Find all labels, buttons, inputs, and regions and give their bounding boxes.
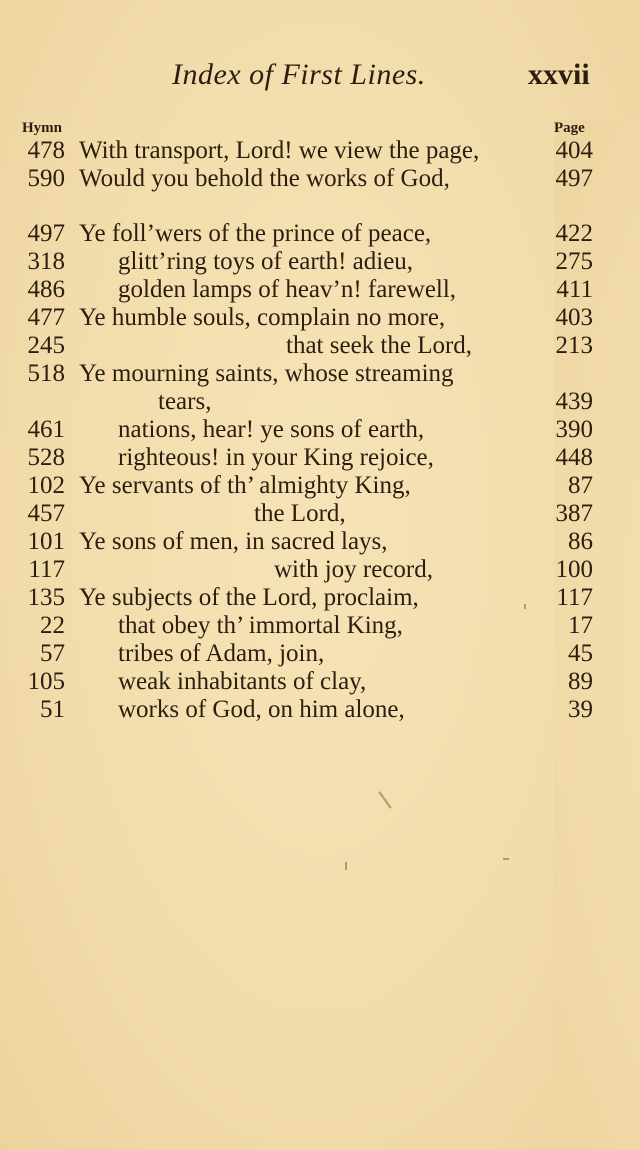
page-reference: 275 (555, 248, 593, 275)
page-reference: 422 (555, 220, 593, 247)
first-line: righteous! in your King rejoice, (118, 444, 434, 471)
first-line: weak inhabitants of clay, (118, 668, 367, 695)
first-line: nations, hear! ye sons of earth, (118, 416, 425, 443)
index-entry (0, 584, 640, 612)
page-reference: 439 (555, 388, 593, 415)
page-reference: 390 (555, 416, 593, 443)
first-line: the Lord, (254, 500, 346, 527)
index-entry (0, 668, 640, 696)
page-reference: 45 (568, 640, 593, 667)
hymn-number: 135 (27, 584, 65, 611)
page-reference: 448 (555, 444, 593, 471)
page-reference: 39 (568, 696, 593, 723)
first-line: Would you behold the works of God, (79, 165, 450, 192)
paper-speck (378, 791, 391, 809)
page-reference: 403 (555, 304, 593, 331)
hymn-number: 245 (27, 332, 65, 359)
hymn-number: 457 (27, 500, 65, 527)
page-reference: 411 (556, 276, 593, 303)
page-title: Index of First Lines. (172, 58, 426, 91)
hymn-number: 477 (27, 304, 65, 331)
index-entry (0, 416, 640, 444)
hymn-number: 486 (27, 276, 65, 303)
hymn-number: 461 (27, 416, 65, 443)
hymn-column-header: Hymn (22, 120, 63, 136)
page-reference: 87 (568, 472, 593, 499)
page-reference: 387 (555, 500, 593, 527)
index-entry (0, 528, 640, 556)
first-line: tribes of Adam, join, (118, 640, 325, 667)
hymn-number: 318 (27, 248, 65, 275)
first-line: that seek the Lord, (286, 332, 473, 359)
page-reference: 497 (555, 165, 593, 192)
index-entry (0, 276, 640, 304)
index-entry (0, 304, 640, 332)
page-reference: 117 (556, 584, 593, 611)
hymn-number: 117 (28, 556, 65, 583)
first-line: that obey th’ immortal King, (118, 612, 403, 639)
index-entry (0, 332, 640, 360)
index-entry (0, 444, 640, 472)
first-line: Ye servants of th’ almighty King, (79, 472, 411, 499)
hymn-number: 57 (40, 640, 65, 667)
hymn-number: 51 (40, 696, 65, 723)
first-line: glitt’ring toys of earth! adieu, (118, 248, 414, 275)
page-number: xxvii (528, 58, 590, 91)
first-line: Ye foll’wers of the prince of peace, (79, 220, 432, 247)
page-reference: 89 (568, 668, 593, 695)
index-entry (0, 612, 640, 640)
index-entry (0, 556, 640, 584)
hymn-number: 528 (27, 444, 65, 471)
hymn-number: 102 (27, 472, 65, 499)
index-entry (0, 640, 640, 668)
paper-speck (503, 858, 509, 860)
first-line: With transport, Lord! we view the page, (79, 137, 480, 164)
index-entry (0, 500, 640, 528)
hymn-number: 518 (27, 360, 65, 387)
first-line: tears, (158, 388, 212, 415)
paper-speck (524, 604, 526, 609)
first-line: works of God, on him alone, (118, 696, 405, 723)
index-entry (0, 137, 640, 165)
hymn-number: 22 (40, 612, 65, 639)
index-entry (0, 472, 640, 500)
index-entry (0, 696, 640, 724)
page-reference: 86 (568, 528, 593, 555)
hymn-number: 105 (27, 668, 65, 695)
hymn-number: 101 (27, 528, 65, 555)
index-entry (0, 220, 640, 248)
page-column-header: Page (554, 120, 640, 1150)
index-entry (0, 388, 640, 416)
first-line: Ye subjects of the Lord, proclaim, (79, 584, 419, 611)
page-reference: 404 (555, 137, 593, 164)
page-reference: 100 (555, 556, 593, 583)
first-line: with joy record, (274, 556, 433, 583)
first-line: Ye humble souls, complain no more, (79, 304, 446, 331)
paper-speck (345, 862, 347, 870)
page-reference: 213 (555, 332, 593, 359)
hymn-number: 497 (27, 220, 65, 247)
page-reference: 17 (568, 612, 593, 639)
hymn-number: 478 (27, 137, 65, 164)
index-entry (0, 360, 640, 388)
first-line: golden lamps of heav’n! farewell, (118, 276, 457, 303)
index-entry (0, 165, 640, 193)
first-line: Ye mourning saints, whose streaming (79, 360, 454, 387)
first-line: Ye sons of men, in sacred lays, (79, 528, 388, 555)
index-entry (0, 248, 640, 276)
hymn-number: 590 (27, 165, 65, 192)
